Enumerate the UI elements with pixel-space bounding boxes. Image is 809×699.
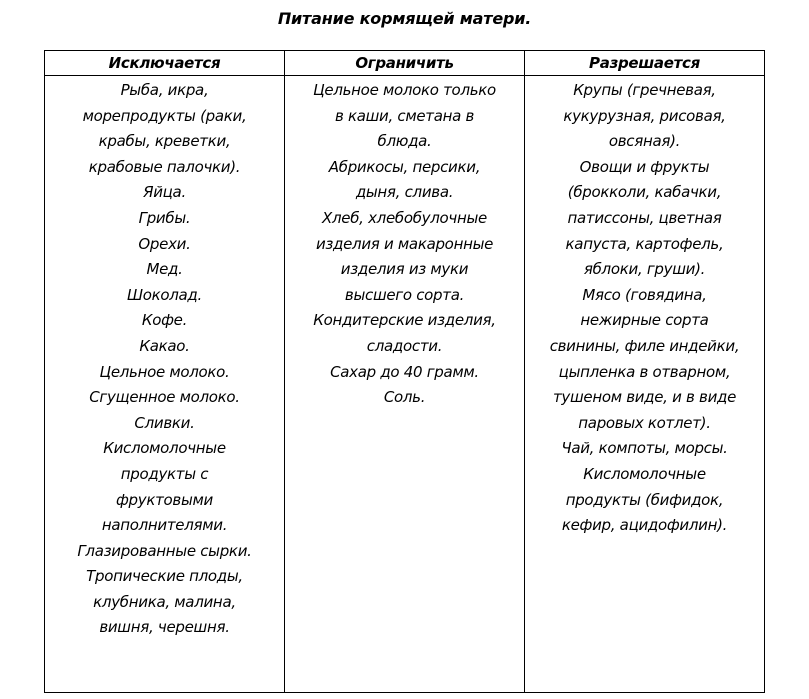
food-line: клубника, малина,	[93, 592, 236, 611]
food-line: свинины, филе индейки,	[549, 336, 740, 355]
nutrition-table	[44, 50, 765, 693]
food-line: в каши, сметана в	[334, 106, 475, 125]
food-line: вишня, черешня.	[99, 618, 230, 637]
column-header-allowed: Разрешается	[525, 51, 765, 76]
food-line: тушеном виде, и в виде	[552, 388, 737, 407]
food-line: овсяная).	[608, 132, 681, 151]
food-line: Мясо (говядина,	[582, 285, 707, 304]
food-line: Кофе.	[141, 311, 188, 330]
food-line: Овощи и фрукты	[579, 157, 710, 176]
food-line: Кисломолочные	[103, 439, 226, 458]
excluded-foods-cell	[45, 76, 285, 693]
food-line: Яйца.	[143, 183, 186, 202]
food-line: Шоколад.	[127, 285, 202, 304]
food-line: Крупы (гречневая,	[573, 81, 716, 99]
food-line: Сахар до 40 грамм.	[330, 362, 479, 381]
food-line: продукты (бифидок,	[565, 490, 724, 509]
food-line: Кисломолочные	[583, 464, 706, 483]
column-header-limited: Ограничить	[285, 51, 525, 76]
food-line: Хлеб, хлебобулочные	[322, 208, 487, 227]
food-line: изделия и макаронные	[315, 234, 494, 253]
food-line: Кондитерские изделия,	[313, 311, 496, 330]
food-line: высшего сорта.	[344, 285, 465, 304]
food-line: наполнителями.	[101, 516, 228, 535]
food-line: Грибы.	[138, 208, 191, 227]
food-line: крабы, креветки,	[98, 132, 231, 151]
food-line: Какао.	[139, 336, 190, 355]
food-line: морепродукты (раки,	[82, 106, 247, 125]
food-line: блюда.	[377, 132, 432, 151]
food-line: кефир, ацидофилин).	[561, 516, 728, 535]
food-line: Орехи.	[138, 234, 191, 253]
document-title: Питание кормящей матери.	[277, 9, 532, 28]
food-line: изделия из муки	[340, 260, 469, 279]
food-line: Мед.	[146, 260, 183, 279]
table-body-row	[45, 76, 765, 693]
food-line: патиссоны, цветная	[567, 208, 722, 227]
food-line: продукты с	[120, 464, 209, 483]
food-line: Тропические плоды,	[86, 567, 243, 586]
food-line: паровых котлет).	[578, 413, 711, 432]
limited-foods-cell	[285, 76, 525, 693]
food-line: Цельное молоко.	[99, 362, 230, 381]
food-line: яблоки, груши).	[583, 260, 706, 279]
food-line: Рыба, икра,	[120, 81, 209, 99]
food-line: Абрикосы, персики,	[328, 157, 481, 176]
food-line: Цельное молоко только	[313, 81, 496, 99]
allowed-foods-cell	[525, 76, 765, 693]
food-line: капуста, картофель,	[565, 234, 724, 253]
food-line: цыпленка в отварном,	[558, 362, 731, 381]
food-line: Чай, компоты, морсы.	[561, 439, 728, 458]
food-line: Сгущенное молоко.	[89, 388, 240, 407]
food-line: Сливки.	[134, 413, 195, 432]
food-line: нежирные сорта	[580, 311, 709, 330]
food-line: кукурузная, рисовая,	[563, 106, 726, 125]
column-header-excluded: Исключается	[45, 51, 285, 76]
food-line: крабовые палочки).	[88, 157, 241, 176]
food-line: (брокколи, кабачки,	[567, 183, 722, 202]
food-line: Соль.	[383, 388, 426, 407]
food-line: Глазированные сырки.	[77, 541, 252, 560]
food-line: фруктовыми	[116, 490, 213, 509]
food-line: дыня, слива.	[355, 183, 454, 202]
food-line: сладости.	[366, 336, 443, 355]
table-header-row	[45, 51, 765, 76]
